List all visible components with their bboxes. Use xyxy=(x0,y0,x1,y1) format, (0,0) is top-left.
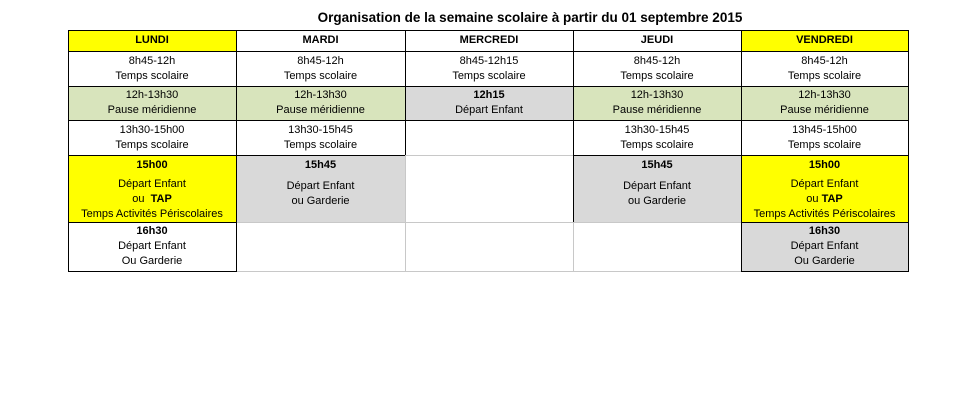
mardi-end-line2: ou Garderie xyxy=(291,195,350,207)
grid-line xyxy=(741,222,908,223)
header-jeudi xyxy=(573,30,741,51)
mardi-end-line1: Départ Enfant xyxy=(286,180,355,192)
cell-vendredi-afternoon xyxy=(741,120,908,155)
cell-vendredi-morning xyxy=(741,51,908,86)
header-jeudi-label: JEUDI xyxy=(640,34,674,46)
header-vendredi xyxy=(741,30,908,51)
lundi-morning-time: 8h45-12h xyxy=(128,54,176,67)
vendredi-late-line2: Ou Garderie xyxy=(794,255,855,267)
cell-vendredi-end-details xyxy=(741,176,908,222)
grid-line xyxy=(573,155,574,222)
grid-line-thin xyxy=(236,222,405,223)
jeudi-end-line2: ou Garderie xyxy=(627,195,687,207)
mercredi-morning-time: 8h45-12h15 xyxy=(459,54,519,67)
cell-mercredi-afternoon-empty xyxy=(405,120,573,155)
cell-jeudi-afternoon xyxy=(573,120,741,155)
jeudi-morning-label: Temps scolaire xyxy=(620,69,694,82)
grid-line-thin xyxy=(405,155,406,222)
mercredi-end-time: 12h15 xyxy=(473,89,505,101)
jeudi-end-time: 15h45 xyxy=(641,159,673,171)
cell-vendredi-end-time xyxy=(741,155,908,176)
mardi-afternoon-label: Temps scolaire xyxy=(283,138,358,151)
header-lundi-label: LUNDI xyxy=(135,34,169,46)
lundi-late-line2: Ou Garderie xyxy=(121,255,183,267)
grid-line xyxy=(68,222,236,223)
header-mercredi-label: MERCREDI xyxy=(459,34,519,46)
cell-lundi-lunch xyxy=(68,86,236,120)
grid-line xyxy=(573,30,574,155)
cell-mercredi-morning xyxy=(405,51,573,86)
mardi-lunch-label: Pause méridienne xyxy=(276,104,365,116)
grid-line-thin xyxy=(573,222,741,223)
mercredi-morning-label: Temps scolaire xyxy=(452,69,526,82)
cell-mercredi-late-empty xyxy=(405,222,573,271)
mardi-afternoon-time: 13h30-15h45 xyxy=(288,123,353,136)
cell-lundi-late xyxy=(68,222,236,271)
cell-mardi-late-empty xyxy=(236,222,405,271)
vendredi-end-line2-prefix: ou xyxy=(806,192,819,205)
grid-line-thin xyxy=(236,271,741,272)
cell-jeudi-morning xyxy=(573,51,741,86)
vendredi-afternoon-label: Temps scolaire xyxy=(787,138,862,151)
cell-mardi-morning xyxy=(236,51,405,86)
lundi-lunch-time: 12h-13h30 xyxy=(125,89,179,101)
cell-mercredi-end-empty xyxy=(405,155,573,222)
lundi-end-time: 15h00 xyxy=(136,159,168,171)
header-mercredi xyxy=(405,30,573,51)
cell-jeudi-end xyxy=(573,155,741,222)
lundi-late-time: 16h30 xyxy=(136,225,168,237)
vendredi-lunch-time: 12h-13h30 xyxy=(798,89,851,101)
cell-mardi-afternoon xyxy=(236,120,405,155)
header-mardi-label: MARDI xyxy=(302,34,339,46)
cell-vendredi-late xyxy=(741,222,908,271)
grid-line xyxy=(236,30,237,272)
grid-line xyxy=(741,271,908,272)
cell-lundi-morning xyxy=(68,51,236,86)
grid-line-thin xyxy=(405,222,573,223)
lundi-end-line1: Départ Enfant xyxy=(118,177,186,190)
grid-line xyxy=(68,120,908,121)
vendredi-end-time: 15h00 xyxy=(808,159,841,171)
lundi-end-line2-tap: TAP xyxy=(150,192,172,205)
page-title: Organisation de la semaine scolaire à partir du 01 septembre 2015 xyxy=(317,10,743,25)
header-mardi xyxy=(236,30,405,51)
jeudi-end-line1: Départ Enfant xyxy=(623,180,691,192)
cell-lundi-end-details xyxy=(68,176,236,222)
vendredi-end-line1: Départ Enfant xyxy=(790,177,859,190)
jeudi-afternoon-time: 13h30-15h45 xyxy=(624,123,690,136)
cell-mardi-lunch xyxy=(236,86,405,120)
grid-line xyxy=(68,86,908,87)
vendredi-end-line2 xyxy=(806,192,843,207)
vendredi-morning-time: 8h45-12h xyxy=(801,54,848,67)
cell-jeudi-late-empty xyxy=(573,222,741,271)
jeudi-morning-time: 8h45-12h xyxy=(633,54,681,67)
cell-vendredi-lunch xyxy=(741,86,908,120)
lundi-end-line3: Temps Activités Périscolaires xyxy=(81,207,223,220)
mercredi-end-label: Départ Enfant xyxy=(455,104,523,116)
grid-line xyxy=(741,30,742,272)
grid-line xyxy=(908,30,909,272)
cell-mercredi-end xyxy=(405,86,573,120)
grid-line xyxy=(68,30,908,31)
jeudi-lunch-time: 12h-13h30 xyxy=(630,89,684,101)
vendredi-end-line3: Temps Activités Périscolaires xyxy=(753,207,896,220)
grid-line-thin xyxy=(405,155,573,156)
header-vendredi-label: VENDREDI xyxy=(796,34,853,46)
vendredi-lunch-label: Pause méridienne xyxy=(780,104,869,116)
vendredi-afternoon-time: 13h45-15h00 xyxy=(792,123,857,136)
lundi-afternoon-label: Temps scolaire xyxy=(115,138,189,151)
lundi-lunch-label: Pause méridienne xyxy=(107,104,197,116)
header-lundi xyxy=(68,30,236,51)
grid-line xyxy=(68,30,69,272)
vendredi-late-line1: Départ Enfant xyxy=(790,240,859,252)
grid-line xyxy=(68,271,236,272)
lundi-end-line2-prefix: ou xyxy=(132,192,145,205)
mardi-lunch-time: 12h-13h30 xyxy=(294,89,347,101)
mardi-morning-time: 8h45-12h xyxy=(297,54,344,67)
cell-mardi-end xyxy=(236,155,405,222)
jeudi-lunch-label: Pause méridienne xyxy=(612,104,702,116)
grid-line-thin xyxy=(573,222,574,271)
mardi-end-time: 15h45 xyxy=(304,159,337,171)
vendredi-morning-label: Temps scolaire xyxy=(787,69,862,82)
lundi-afternoon-time: 13h30-15h00 xyxy=(119,123,185,136)
cell-lundi-end-time xyxy=(68,155,236,176)
lundi-end-line2 xyxy=(132,192,172,207)
cell-jeudi-lunch xyxy=(573,86,741,120)
vendredi-end-line2-tap: TAP xyxy=(821,192,843,205)
grid-line xyxy=(68,51,908,52)
lundi-morning-label: Temps scolaire xyxy=(115,69,189,82)
lundi-late-line1: Départ Enfant xyxy=(118,240,186,252)
mardi-morning-label: Temps scolaire xyxy=(283,69,358,82)
grid-line-thin xyxy=(405,222,406,271)
vendredi-late-time: 16h30 xyxy=(808,225,841,237)
jeudi-afternoon-label: Temps scolaire xyxy=(620,138,694,151)
grid-line xyxy=(405,30,406,155)
cell-lundi-afternoon xyxy=(68,120,236,155)
